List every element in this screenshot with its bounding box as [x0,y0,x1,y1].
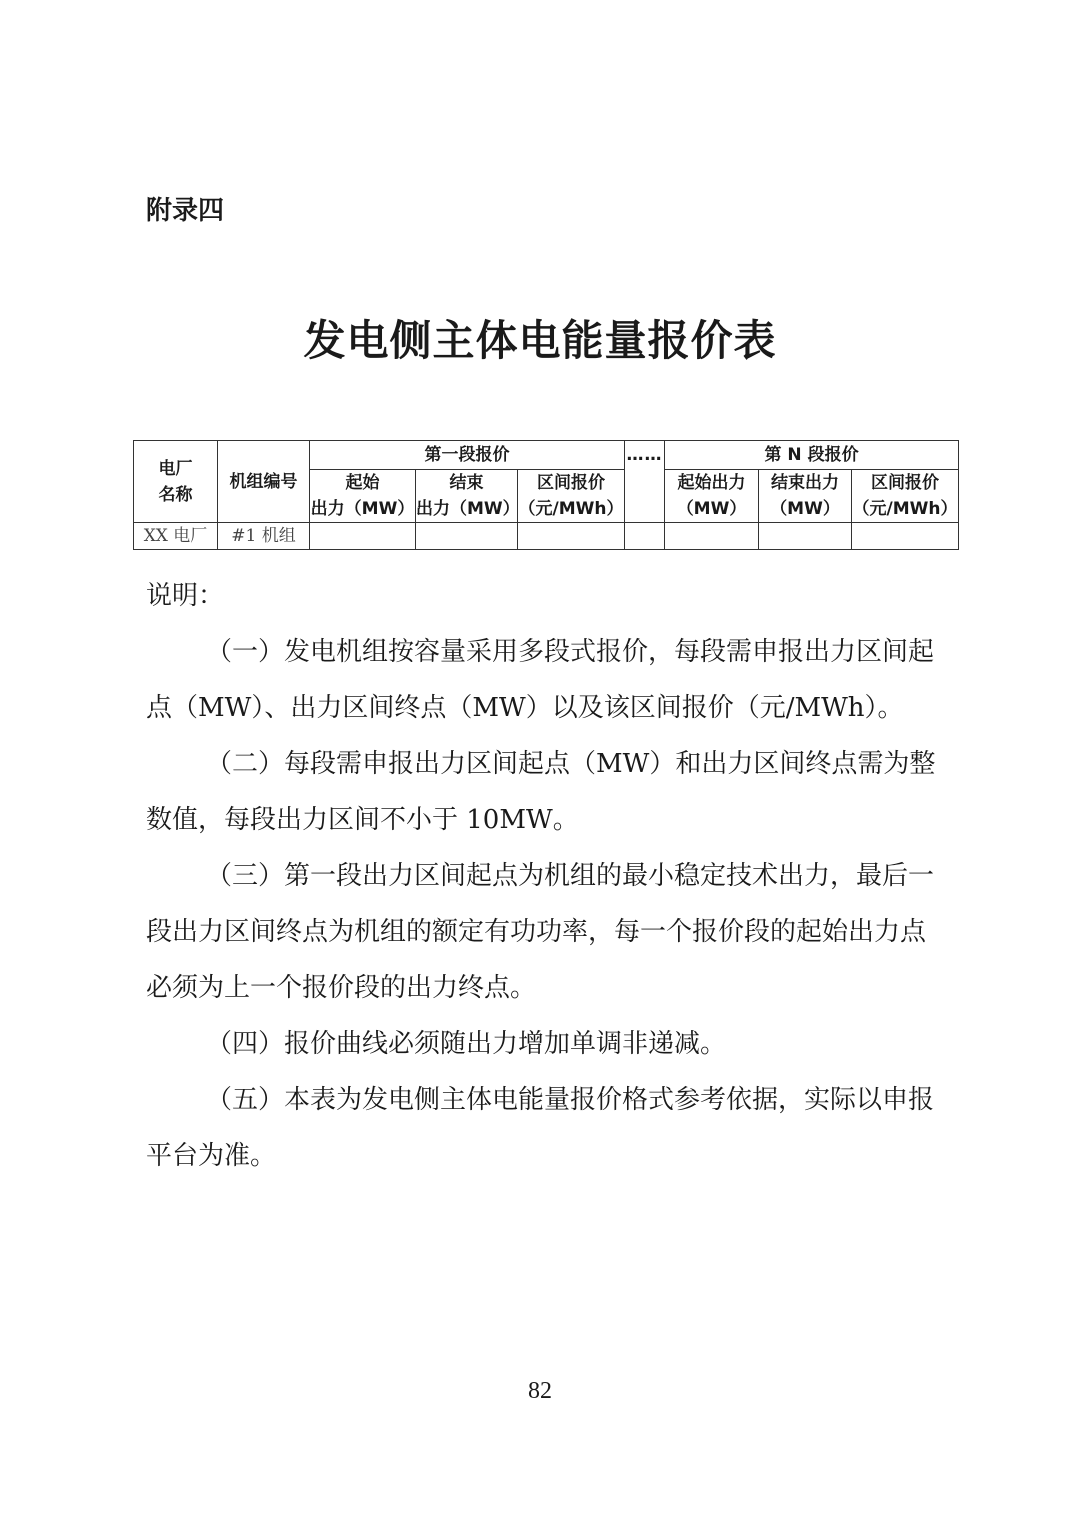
page-title: 发电侧主体电能量报价表 [303,316,777,365]
segment1-header: 第一段报价 [310,441,625,470]
end-output-header [416,470,518,523]
interval-price-line2: （元/MWh） [518,499,624,519]
n-end-output-line1: 结束出力 [771,473,840,493]
row-unit-no: #1 机组 [218,523,310,550]
start-output-line2: 出力（MW） [310,499,415,519]
note-item-2: （二）每段需申报出力区间起点（MW）和出力区间终点需为整数值，每段出力区间不小于 10MW。 [146,749,936,835]
plant-name-line2: 名称 [158,484,193,505]
note-item-5: （五）本表为发电侧主体电能量报价格式参考依据，实际以申报平台为准。 [146,1085,935,1171]
plant-name-line1: 电厂 [158,458,193,479]
n-start-output-line2: （MW） [676,499,747,519]
row-cell [625,523,665,550]
unit-no-header: 机组编号 [218,441,310,523]
ellipsis-column: …… [625,441,665,523]
note-item-4: （四）报价曲线必须随出力增加单调非递减。 [206,1029,727,1059]
notes-section [146,568,946,1184]
interval-price-line1: 区间报价 [537,473,606,493]
n-interval-price-line1: 区间报价 [871,473,940,493]
n-interval-price-line2: （元/MWh） [852,499,958,519]
start-output-line1: 起始 [345,473,380,493]
start-output-header [310,470,416,523]
n-end-output-line2: （MW） [770,499,840,519]
n-end-output-header [759,470,852,523]
row-cell [310,523,416,550]
row-plant-name: XX 电厂 [134,523,218,550]
n-start-output-line1: 起始出力 [677,473,746,493]
notes-label: 说明： [146,581,225,611]
interval-price-header [518,470,625,523]
note-item-3: （三）第一段出力区间起点为机组的最小稳定技术出力，最后一段出力区间终点为机组的额定有功功率，每一个报价段的起始出力点必须为上一个报价段的出力终点。 [146,861,935,1003]
n-start-output-header [665,470,759,523]
note-item-1: （一）发电机组按容量采用多段式报价，每段需申报出力区间起点（MW）、出力区间终点（MW）以及该区间报价（元/MWh）。 [146,637,935,723]
segmentN-header: 第 N 段报价 [665,441,959,470]
row-cell [852,523,959,550]
row-cell [665,523,759,550]
n-interval-price-header [852,470,959,523]
end-output-line2: 出力（MW） [416,499,520,519]
quote-table [133,440,959,550]
appendix-label: 附录四 [146,196,225,226]
row-cell [759,523,852,550]
end-output-line1: 结束 [449,473,484,493]
row-cell [518,523,625,550]
plant-name-header [134,441,218,523]
table-row [134,523,959,550]
page-number: 82 [528,1378,552,1404]
row-cell [416,523,518,550]
